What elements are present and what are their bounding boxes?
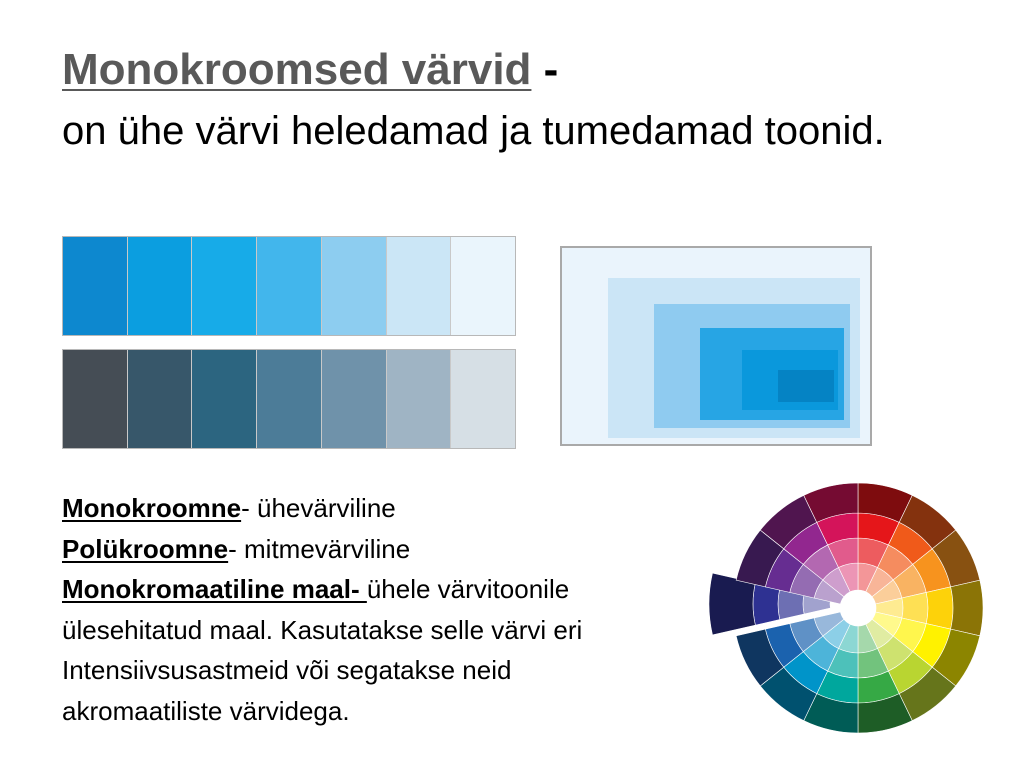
blue-swatch [192,237,257,335]
faded-caption-remnant [64,450,364,458]
color-wheel-illustration [705,480,995,745]
gray-swatch [128,350,193,448]
gray-swatch [322,350,387,448]
slide-title [62,40,962,158]
gray-swatch [387,350,452,448]
definition-text: ühele värvitoonile [366,574,570,604]
definition-text: - ühevärviline [241,493,396,523]
gray-swatch [192,350,257,448]
definition-text: - mitmevärviline [228,533,411,564]
blue-swatch [451,237,515,335]
definition-continuation: Intensiivsusastmeid või segatakse neid [62,655,512,685]
gray-swatch-row [62,349,516,449]
blue-swatch [128,237,193,335]
title-main-term: Monokroomsed värvid [62,45,532,94]
color-wheel-segment [951,580,983,636]
term-polukroomne: Polükroomne [62,533,229,564]
blue-swatch [322,237,387,335]
term-monokroomne: Monokroomne [62,493,242,523]
blue-swatch [257,237,322,335]
definition-continuation: ülesehitatud maal. Kasutatakse selle värvi eri [62,614,583,645]
title-dash: - [531,45,559,94]
title-subtitle: on ühe värvi heledamad ja tumedamad toonid. [62,109,885,153]
nested-squares-illustration [560,246,872,446]
term-monokromaatiline-maal: Monokromaatiline maal- [62,574,367,604]
definition-monokromaatiline-maal [62,569,702,610]
gray-swatch [451,350,515,448]
definition-continuation: akromaatiliste värvidega. [62,695,350,726]
color-wheel-segment [926,587,953,629]
color-wheel-center [840,590,876,626]
blue-swatch [387,237,452,335]
definition-polukroomne [62,529,702,570]
blue-swatch-row [62,236,516,336]
nested-square [778,370,834,402]
gray-swatch [257,350,322,448]
definition-monokroomne [62,488,702,529]
gray-swatch [63,350,128,448]
blue-swatch [63,237,128,335]
definitions-text [62,488,702,731]
title-line [62,40,962,100]
